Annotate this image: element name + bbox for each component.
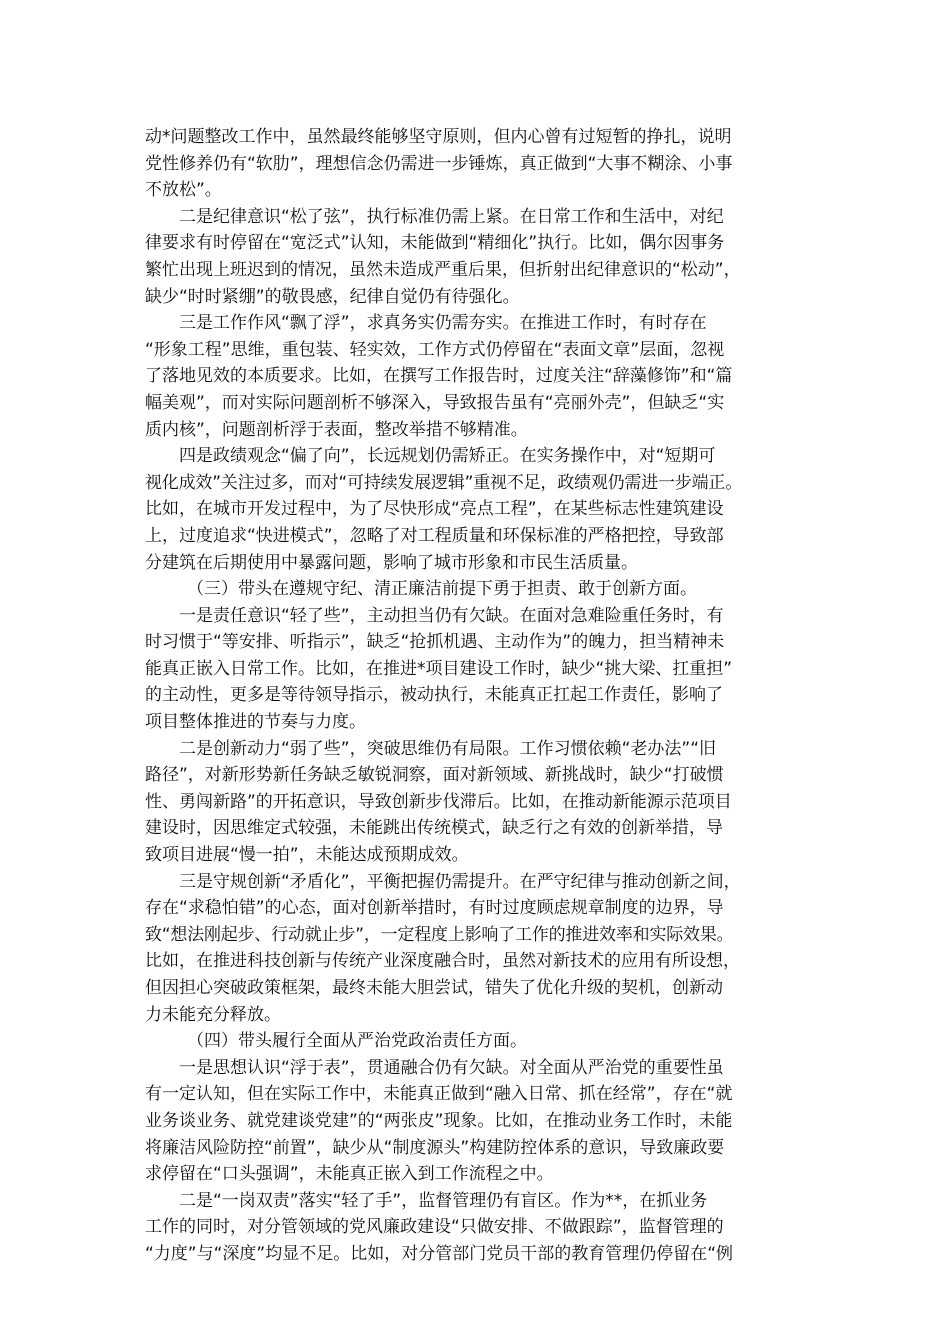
text-line: 分建筑在后期使用中暴露问题，影响了城市形象和市民生活质量。: [145, 552, 638, 573]
text-line: 致项目进展“慢一拍”，未能达成预期成效。: [145, 845, 469, 866]
text-line: 比如，在推进科技创新与传统产业深度融合时，虽然对新技术的应用有所设想，: [145, 951, 740, 972]
section-heading: （四）带头履行全面从严治党政治责任方面。: [187, 1031, 527, 1052]
paragraph-start: 三是守规创新“矛盾化”，平衡把握仍需提升。在严守纪律与推动创新之间，: [179, 871, 741, 892]
text-line: 能真正嵌入日常工作。比如，在推进*项目建设工作时，缺少“挑大梁、扛重担”: [145, 658, 733, 679]
paragraph-start: 一是思想认识“浮于表”，贯通融合仍有欠缺。对全面从严治党的重要性虽: [179, 1057, 724, 1078]
text-line: “形象工程”思维，重包装、轻实效，工作方式仍停留在“表面文章”层面，忽视: [145, 339, 725, 360]
text-line: 缺少“时时紧绷”的敬畏感，纪律自觉仍有待强化。: [145, 286, 520, 307]
text-line: 时习惯于“等安排、听指示”，缺乏“抢抓机遇、主动作为”的魄力，担当精神未: [145, 632, 725, 653]
text-line: 党性修养仍有“软肋”，理想信念仍需进一步锤炼，真正做到“大事不糊涂、小事: [145, 153, 733, 174]
text-line: 比如，在城市开发过程中，为了尽快形成“亮点工程”，在某些标志性建筑建设: [145, 499, 724, 520]
text-line: 性、勇闯新路”的开拓意识，导致创新步伐滞后。比如，在推动新能源示范项目: [145, 791, 732, 812]
text-line: 律要求有时停留在“宽泛式”认知，未能做到“精细化”执行。比如，偶尔因事务: [145, 233, 725, 254]
text-line: 将廉洁风险防控“前置”，缺少从“制度源头”构建防控体系的意识，导致廉政要: [145, 1137, 725, 1158]
text-line: 上，过度追求“快进模式”，忽略了对工程质量和环保标准的严格把控，导致部: [145, 525, 724, 546]
paragraph-start: 四是政绩观念“偏了向”，长远规划仍需矫正。在实务操作中，对“短期可: [179, 446, 716, 467]
text-line: 工作的同时，对分管领域的党风廉政建设“只做安排、不做跟踪”，监督管理的: [145, 1217, 724, 1238]
paragraph-start: 二是创新动力“弱了些”，突破思维仍有局限。工作习惯依赖“老办法”“旧: [179, 738, 717, 759]
text-line: 幅美观”，而对实际问题剖析不够深入，导致报告虽有“亮丽外壳”，但缺乏“实: [145, 392, 725, 413]
text-line: 路径”，对新形势新任务缺乏敏锐洞察，面对新领域、新挑战时，缺少“打破惯: [145, 765, 724, 786]
paragraph-start: 一是责任意识“轻了些”，主动担当仍有欠缺。在面对急难险重任务时，有: [179, 605, 724, 626]
text-line: 但因担心突破政策框架，最终未能大胆尝试，错失了优化升级的契机，创新动: [145, 978, 723, 998]
text-line: 业务谈业务、就党建谈党建”的“两张皮”现象。比如，在推动业务工作时，未能: [145, 1110, 733, 1131]
document-body: [145, 124, 820, 1268]
text-line: 力未能充分释放。: [145, 1004, 281, 1025]
text-line: 繁忙出现上班迟到的情况，虽然未造成严重后果，但折射出纪律意识的“松动”，: [145, 259, 741, 280]
paragraph-start: 三是工作作风“飘了浮”，求真务实仍需夯实。在推进工作时，有时存在: [179, 313, 707, 334]
text-line: 视化成效”关注过多，而对“可持续发展逻辑”重视不足，政绩观仍需进一步端正。: [145, 472, 743, 493]
paragraph-start: 二是“一岗双责”落实“轻了手”，监督管理仍有盲区。作为**，在抓业务: [179, 1190, 708, 1211]
text-line: 求停留在“口头强调”，未能真正嵌入到工作流程之中。: [145, 1164, 554, 1185]
text-line: 建设时，因思维定式较强，未能跳出传统模式，缺乏行之有效的创新举措，导: [145, 818, 723, 839]
text-line: 项目整体推进的节奏与力度。: [145, 712, 366, 733]
text-line: 动*问题整改工作中，虽然最终能够坚守原则，但内心曾有过短暂的挣扎，说明: [145, 127, 732, 147]
text-line: 的主动性，更多是等待领导指示，被动执行，未能真正扛起工作责任，影响了: [145, 685, 723, 706]
text-line: 致“想法刚起步、行动就止步”，一定程度上影响了工作的推进效率和实际效果。: [145, 924, 734, 945]
text-line: “力度”与“深度”均显不足。比如，对分管部门党员干部的教育管理仍停留在“例: [145, 1243, 734, 1264]
text-line: 质内核”，问题剖析浮于表面，整改举措不够精准。: [145, 419, 528, 440]
text-line: 有一定认知，但在实际工作中，未能真正做到“融入日常、抓在经常”，存在“就: [145, 1084, 733, 1105]
text-line: 了落地见效的本质要求。比如，在撰写工作报告时，过度关注“辞藻修饰”和“篇: [145, 366, 733, 387]
text-line: 存在“求稳怕错”的心态，面对创新举措时，有时过度顾虑规章制度的边界，导: [145, 898, 724, 919]
section-heading: （三）带头在遵规守纪、清正廉洁前提下勇于担责、敢于创新方面。: [187, 579, 697, 600]
paragraph-start: 二是纪律意识“松了弦”，执行标准仍需上紧。在日常工作和生活中，对纪: [179, 206, 724, 227]
text-line: 不放松”。: [145, 180, 222, 201]
